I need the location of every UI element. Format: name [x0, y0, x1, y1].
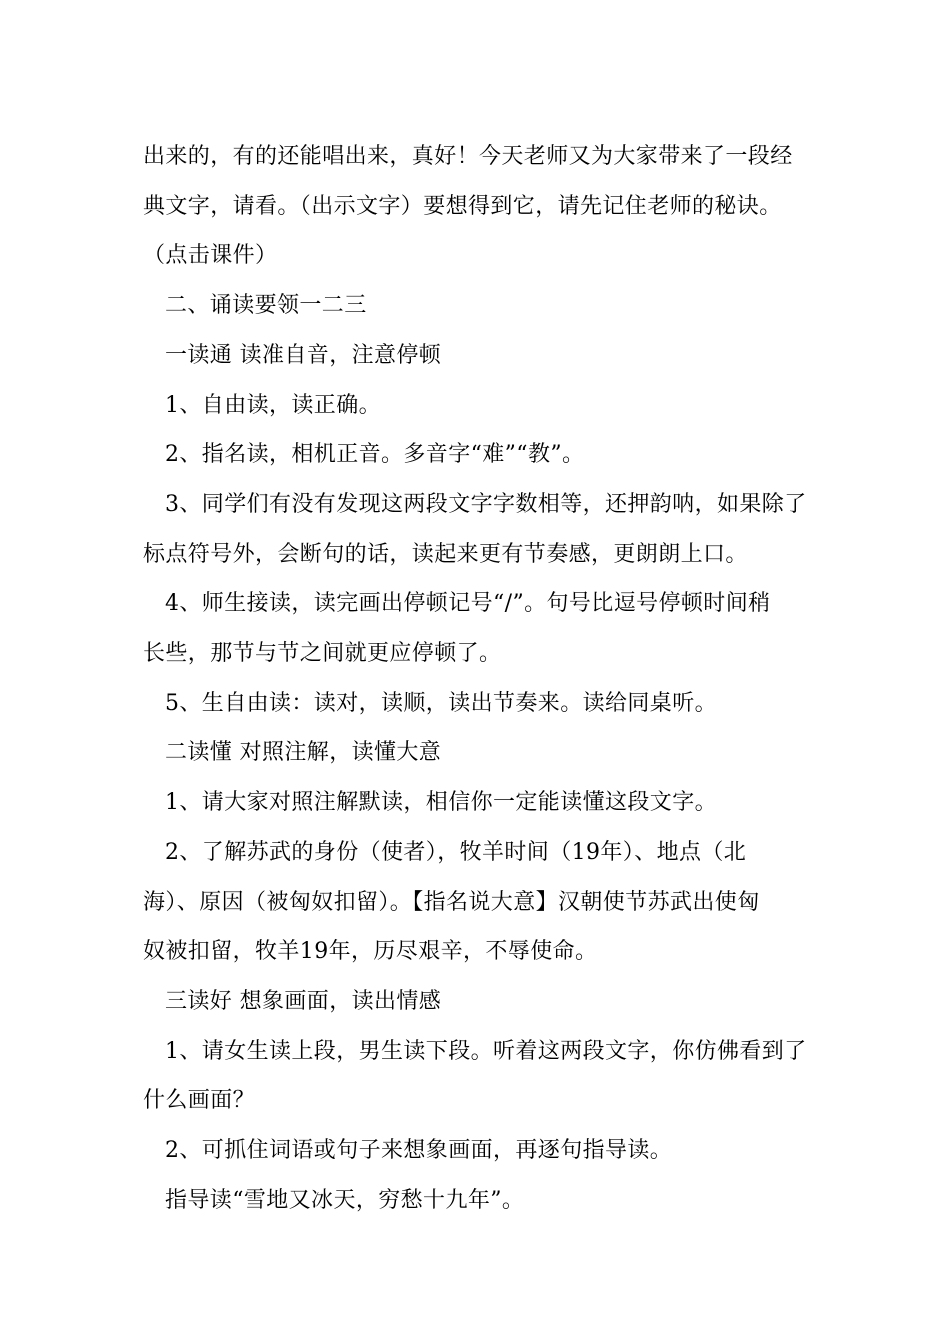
list-item: 5、生自由读：读对，读顺，读出节奏来。读给同桌听。	[165, 690, 717, 716]
section-heading: 二、诵读要领一二三	[165, 293, 367, 319]
text-line: 指导读“雪地又冰天，穷愁十九年”。	[165, 1187, 525, 1213]
text-line: （点击课件）	[143, 243, 278, 269]
text-line: 海）、原因（被匈奴扣留）。【指名说大意】汉朝使节苏武出使匈	[143, 889, 760, 915]
text-line: 典文字，请看。（出示文字）要想得到它，请先记住老师的秘诀。	[143, 193, 782, 219]
text-line: 标点符号外，会断句的话，读起来更有节奏感，更朗朗上口。	[143, 541, 748, 567]
text-line: 什么画面？	[143, 1088, 256, 1114]
text-line: 出来的，有的还能唱出来，真好！今天老师又为大家带来了一段经	[143, 144, 793, 169]
list-item: 3、同学们有没有发现这两段文字字数相等，还押韵呐，如果除了	[165, 491, 807, 517]
list-item: 2、了解苏武的身份（使者），牧羊时间（19年）、地点（北	[165, 839, 747, 865]
list-item: 1、请大家对照注解默读，相信你一定能读懂这段文字。	[165, 790, 717, 816]
list-item: 1、自由读，读正确。	[165, 392, 381, 418]
sub-heading: 三读好 想象画面，读出情感	[165, 988, 442, 1014]
list-item: 1、请女生读上段，男生读下段。听着这两段文字，你仿佛看到了	[165, 1038, 807, 1064]
text-line: 长些，那节与节之间就更应停顿了。	[143, 641, 502, 667]
document-body	[143, 132, 811, 1225]
sub-heading: 一读通 读准自音，注意停顿	[165, 342, 442, 368]
sub-heading: 二读懂 对照注解，读懂大意	[165, 740, 442, 766]
text-line: 奴被扣留，牧羊19年，历尽艰辛，不辱使命。	[143, 939, 598, 965]
list-item: 2、指名读，相机正音。多音字“难”“教”。	[165, 442, 585, 468]
list-item: 4、师生接读，读完画出停顿记号“/”。句号比逗号停顿时间稍	[165, 591, 771, 617]
list-item: 2、可抓住词语或句子来想象画面，再逐句指导读。	[165, 1138, 673, 1164]
